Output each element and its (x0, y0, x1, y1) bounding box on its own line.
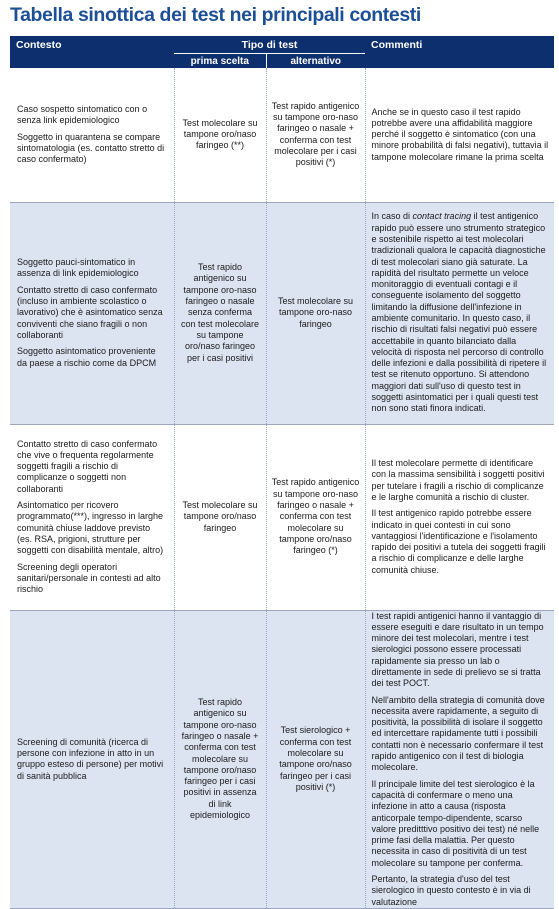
contesto-item: Screening di comunità (ricerca di persone con infezione in atto in un gruppo esteso di persone) per motivi di sanità pubblica (17, 736, 164, 781)
commenti-cell (365, 610, 554, 908)
commenti-paragraph: Il test antigenico rapido potrebbe essere indicato in quei contesti in cui sono vantaggiosi l'identificazione e l'isolamento rapido dei positivi a tutela dei soggetti fragili a rischio di complicanze e delle larghe comunità chiuse. (371, 508, 546, 575)
contesto-cell (10, 610, 174, 908)
page-title: Tabella sinottica dei test nei principali contesti (10, 4, 421, 26)
commenti-text: il test antigenico rapido può essere uno strumento strategico e sostenibile rispetto ai test molecolari tradizionali qualora le capacità diagnostiche di test molecolari siano già saturate. La rapidità del risultato permette un veloce monitoraggio di eventuali contagi e il conseguente isolamento del soggetto limitando la diffusione dell'infezione in ambiente comunitario. In questo caso, il rischio di risultati falsi negativi può essere accettabile in quanto bilanciato dalla velocità di risposta nel percorso di controllo delle infezioni e dalla possibilità di ripetere il test se ritenuto opportuno. Si attendono maggiori dati sull'uso di questo test in soggetti asintomatici per i quali questi test non sono stati finora indicati. (371, 211, 547, 414)
header-prima-scelta: prima scelta (174, 54, 266, 69)
commenti-text: In caso di (371, 211, 411, 222)
commenti-paragraph: Pertanto, la strategia d'uso del test sierologico in questo contesto è in via di valutazione (371, 874, 531, 907)
alternativo-cell: Test molecolare su tampone oro-naso faringeo (266, 202, 365, 424)
prima-scelta-cell: Test rapido antigenico su tampone oro-naso faringeo o nasale + conferma con test molecolare su tampone oro/naso faringeo per i casi positivi in assenza di link epidemiologico (174, 610, 266, 908)
contesto-item: Caso sospetto sintomatico con o senza link epidemiologico (17, 104, 148, 126)
table-row (10, 610, 554, 908)
subheader-blank (365, 54, 554, 69)
prima-scelta-cell: Test molecolare su tampone oro/naso faringeo (174, 424, 266, 610)
table-row (10, 68, 554, 202)
prima-scelta-cell: Test molecolare su tampone oro/naso faringeo (**) (174, 68, 266, 202)
header-commenti: Commenti (365, 36, 554, 54)
alternativo-cell: Test rapido antigenico su tampone oro-naso faringeo o nasale + conferma con test molecolare su tampone oro/naso faringeo (*) (266, 424, 365, 610)
alternativo-cell: Test sierologico + conferma con test molecolare su tampone oro/naso faringeo per i casi positivi (*) (266, 610, 365, 908)
commenti-cell (365, 424, 554, 610)
commenti-paragraph: Il principale limite del test sierologico è la capacità di confermare o meno una infezione in atto a causa (risposta anticorpale tempo-dipendente, scarso valore preditttivo positivo dei test) né nelle prime fasi della malattia. Per questo necessita in caso di positività di un test molecolare su tampone per conferma. (371, 778, 540, 868)
commenti-cell (365, 68, 554, 202)
table-row (10, 202, 554, 424)
header-contesto: Contesto (10, 36, 174, 54)
commenti-paragraph: Nell'ambito della strategia di comunità dove necessita avere rapidamente, a seguito di positività, la possibilità di isolare il soggetto ed intercettare rapidamente tutti i possibili contatti non è necessario confermare il test rapido antigenico con il test di biologia molecolare. (371, 694, 545, 773)
contesto-item: Soggetto asintomatico proveniente da paese a rischio come da DPCM (17, 346, 157, 368)
commenti-paragraph: Anche se in questo caso il test rapido potrebbe avere una affidabilità maggiore perché il soggetto è sintomatico (con una minore probabilità di falsi negativi), tuttavia il tampone molecolare rimane la prima scelta (371, 106, 549, 162)
header-tipo-di-test: Tipo di test (174, 36, 365, 54)
commenti-cell (365, 202, 554, 424)
header-alternativo: alternativo (266, 54, 365, 69)
contesto-item: Contatto stretto di caso confermato che vive o frequenta regolarmente soggetti fragili a rischio di complicanze o soggetti non collaboranti (17, 438, 158, 494)
header-row (10, 36, 554, 54)
contesto-item: Screening degli operatori sanitari/personale in contesti ad alto rischio (17, 561, 161, 595)
alternativo-cell: Test rapido antigenico su tampone oro-naso faringeo o nasale + conferma con test molecolare per i casi positivi (*) (266, 68, 365, 202)
synoptic-table (10, 36, 554, 909)
prima-scelta-cell: Test rapido antigenico su tampone oro-naso faringeo o nasale senza conferma con test molecolare su tampone oro/naso faringeo per i casi positivi (174, 202, 266, 424)
commenti-italic-term: contact tracing (412, 211, 472, 222)
contesto-item: Contatto stretto di caso confermato (incluso in ambiente scolastico o lavorativo) che è asintomatico senza conviventi che siano fragili o non collaboranti (17, 284, 163, 340)
subheader-row (10, 54, 554, 69)
contesto-item: Soggetto pauci-sintomatico in assenza di link epidemiologico (17, 257, 139, 279)
contesto-cell (10, 202, 174, 424)
commenti-paragraph: I test rapidi antigenici hanno il vantaggio di essere eseguiti e dare risultato in un tempo minore dei test molecolari, mentre i test sierologici possono essere processati rapidamente sia presso un lab o direttamente in sede di prelievo se si tratta dei test POCT. (371, 610, 544, 689)
contesto-item: Soggetto in quarantena se compare sintomatologia (es. contatto stretto di caso confermato) (17, 131, 165, 165)
commenti-paragraph (372, 211, 550, 414)
contesto-item: Asintomatico per ricovero programmato(***), ingresso in larghe comunità chiuse laddove previsto (es. RSA, prigioni, strutture per soggetti con disabilità mentale, altro) (17, 500, 164, 556)
table-row (10, 424, 554, 610)
contesto-cell (10, 68, 174, 202)
subheader-blank (10, 54, 174, 69)
commenti-paragraph: Il test molecolare permette di identificare con la massima sensibilità i soggetti positivi per tutelare i fragili a rischio di complicanze e le larghe comunità a rischio di cluster. (371, 458, 545, 502)
contesto-cell (10, 424, 174, 610)
